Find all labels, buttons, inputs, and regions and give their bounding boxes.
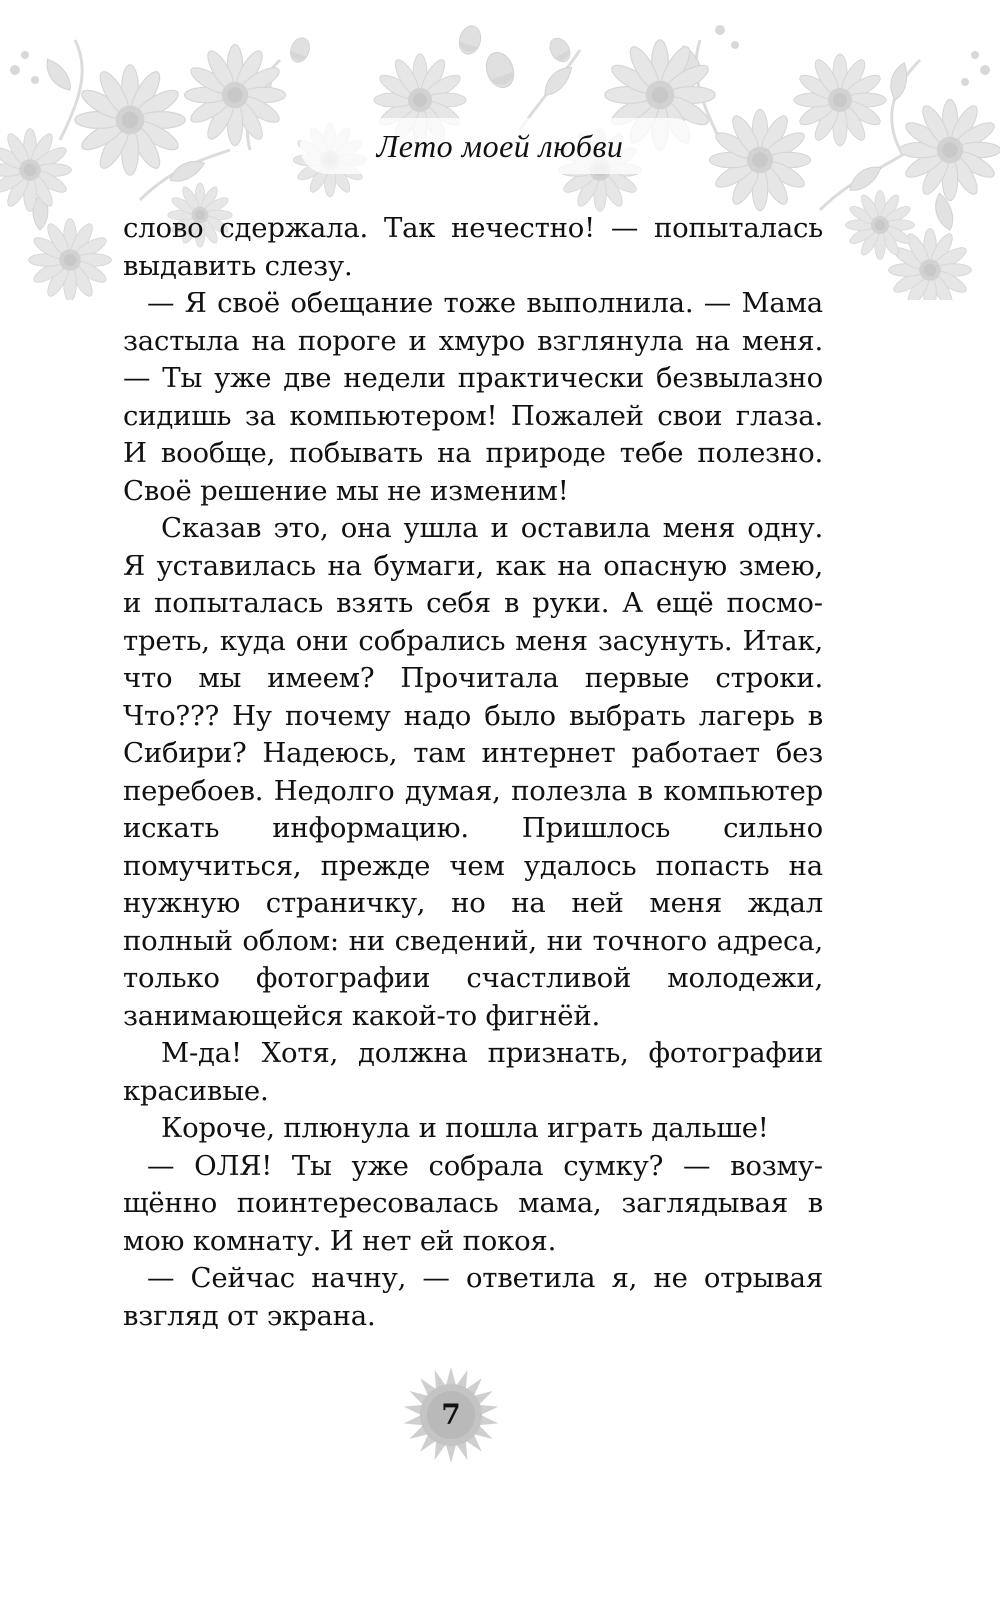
paragraph: — Я своё обещание тоже выполнила. — Мама застыла на пороге и хмуро взглянула на меня. — Ты уже две недели практически безвылазно сидишь за компьютером! Пожалей свои глаза. И вообще, побывать на природе тебе полезно. Своё решение мы не изменим!	[123, 287, 823, 507]
paragraph: Сказав это, она ушла и оставила меня одну. Я уставилась на бумаги, как на опасную змею, и попыталась взять себя в руки. А ещё посмотреть, куда они собрались меня засунуть. Итак, что мы имеем? Прочитала первые строки. Что??? Ну почему надо было выбрать лагерь в Сибири? Надеюсь, там интернет работает без перебоев. Недолго думая, полезла в компьютер искать информацию. Пришлось сильно помучиться, прежде чем удалось попасть на нужную страничку, но на ней меня ждал полный облом: ни сведений, ни точного адреса, только фотографии счастливой молодежи, занимающейся какой-то фигнёй.	[123, 512, 823, 1032]
paragraph: — Сейчас начну, — ответила я, не отрывая взгляд от экрана.	[123, 1262, 823, 1332]
paragraph: М-да! Хотя, должна признать, фотографии красивые.	[123, 1037, 823, 1107]
page-number-badge	[401, 1365, 501, 1465]
paragraph: — ОЛЯ! Ты уже собрала сумку? — возмущённо поинтересовалась мама, заглядывая в мою комнату. И нет ей покоя.	[123, 1149, 823, 1257]
paragraph: слово сдержала. Так нечестно! — попыталась выдавить слезу.	[123, 212, 823, 282]
running-head-title: Лето моей любви	[376, 128, 624, 164]
body-text	[123, 210, 823, 1335]
paragraph: Короче, плюнула и пошла играть дальше!	[161, 1112, 769, 1144]
page-number: 7	[441, 1398, 461, 1431]
